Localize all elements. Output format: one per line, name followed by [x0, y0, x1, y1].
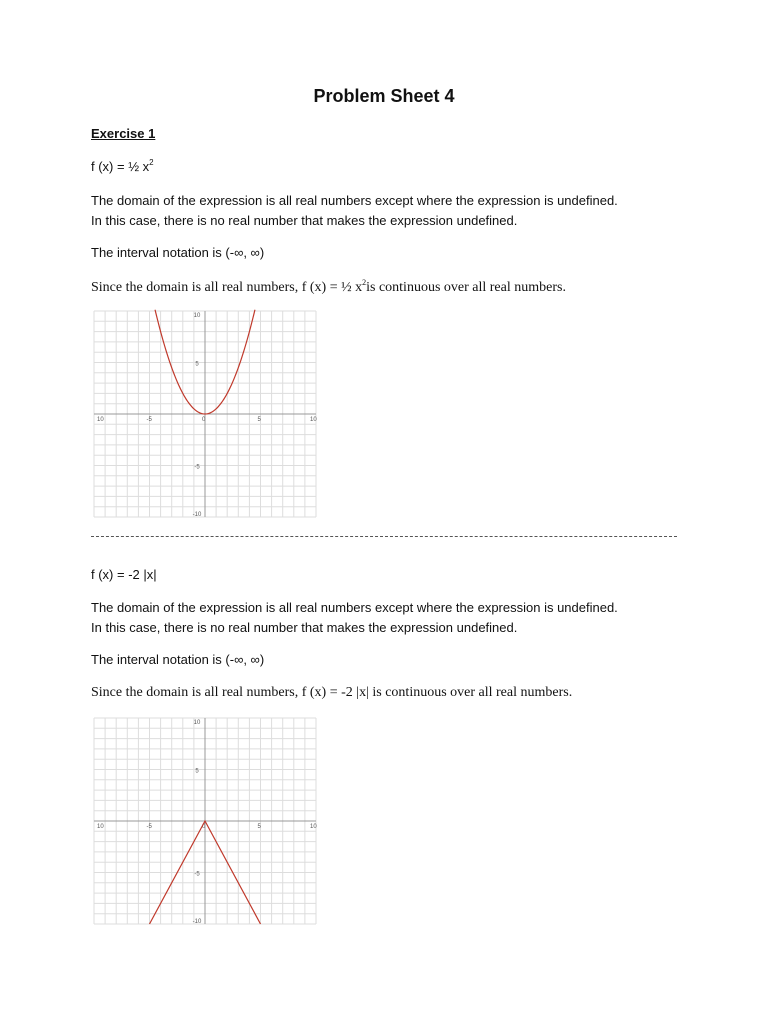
exercise-heading: Exercise 1 — [91, 126, 156, 141]
x-tick-label: 0 — [202, 824, 206, 830]
graph-neg-two-abs-x — [91, 715, 319, 927]
function-2: f (x) = -2 |x| — [91, 567, 157, 582]
x-tick-label: 10 — [310, 417, 317, 423]
continuity-1 — [91, 278, 566, 296]
interval-2: The interval notation is (-∞, ∞) — [91, 652, 265, 667]
interval-1: The interval notation is (-∞, ∞) — [91, 245, 265, 260]
continuity-1-exponent: 2 — [362, 278, 367, 287]
y-tick-label: -5 — [194, 464, 200, 471]
page-title: Problem Sheet 4 — [313, 86, 455, 106]
x-tick-label: 0 — [202, 417, 206, 423]
x-tick-label: 10 — [97, 824, 104, 830]
x-tick-label: 5 — [257, 824, 261, 830]
continuity-2: Since the domain is all real numbers, f (x) = -2 |x| is continuous over all real numbers. — [91, 685, 573, 700]
function-1-exponent: 2 — [149, 158, 154, 167]
y-tick-label: 10 — [193, 720, 201, 726]
domain-1-line-1: The domain of the expression is all real numbers except where the expression is undefined. — [91, 193, 618, 208]
graph-half-x-squared — [91, 308, 319, 520]
continuity-1-pre: Since the domain is all real numbers, f (x) = ½ x — [91, 280, 363, 295]
y-tick-label: 10 — [193, 313, 201, 319]
x-tick-label: 10 — [97, 417, 104, 423]
x-tick-label: -5 — [146, 417, 152, 423]
y-tick-label: -10 — [192, 919, 202, 925]
section-divider — [91, 536, 677, 537]
y-tick-label: -5 — [194, 871, 200, 878]
y-tick-label: 5 — [195, 768, 199, 775]
x-tick-label: -5 — [146, 824, 152, 830]
y-tick-label: -10 — [192, 512, 202, 518]
y-tick-label: 5 — [195, 361, 199, 368]
x-tick-label: 5 — [257, 417, 261, 423]
domain-1-line-2: In this case, there is no real number that makes the expression undefined. — [91, 213, 518, 228]
continuity-1-post: is continuous over all real numbers. — [366, 280, 566, 295]
x-tick-label: 10 — [310, 824, 317, 830]
domain-2-line-2: In this case, there is no real number that makes the expression undefined. — [91, 620, 518, 635]
domain-2-line-1: The domain of the expression is all real numbers except where the expression is undefined. — [91, 600, 618, 615]
function-1-text: f (x) = ½ x — [91, 159, 150, 174]
function-1 — [91, 158, 154, 174]
